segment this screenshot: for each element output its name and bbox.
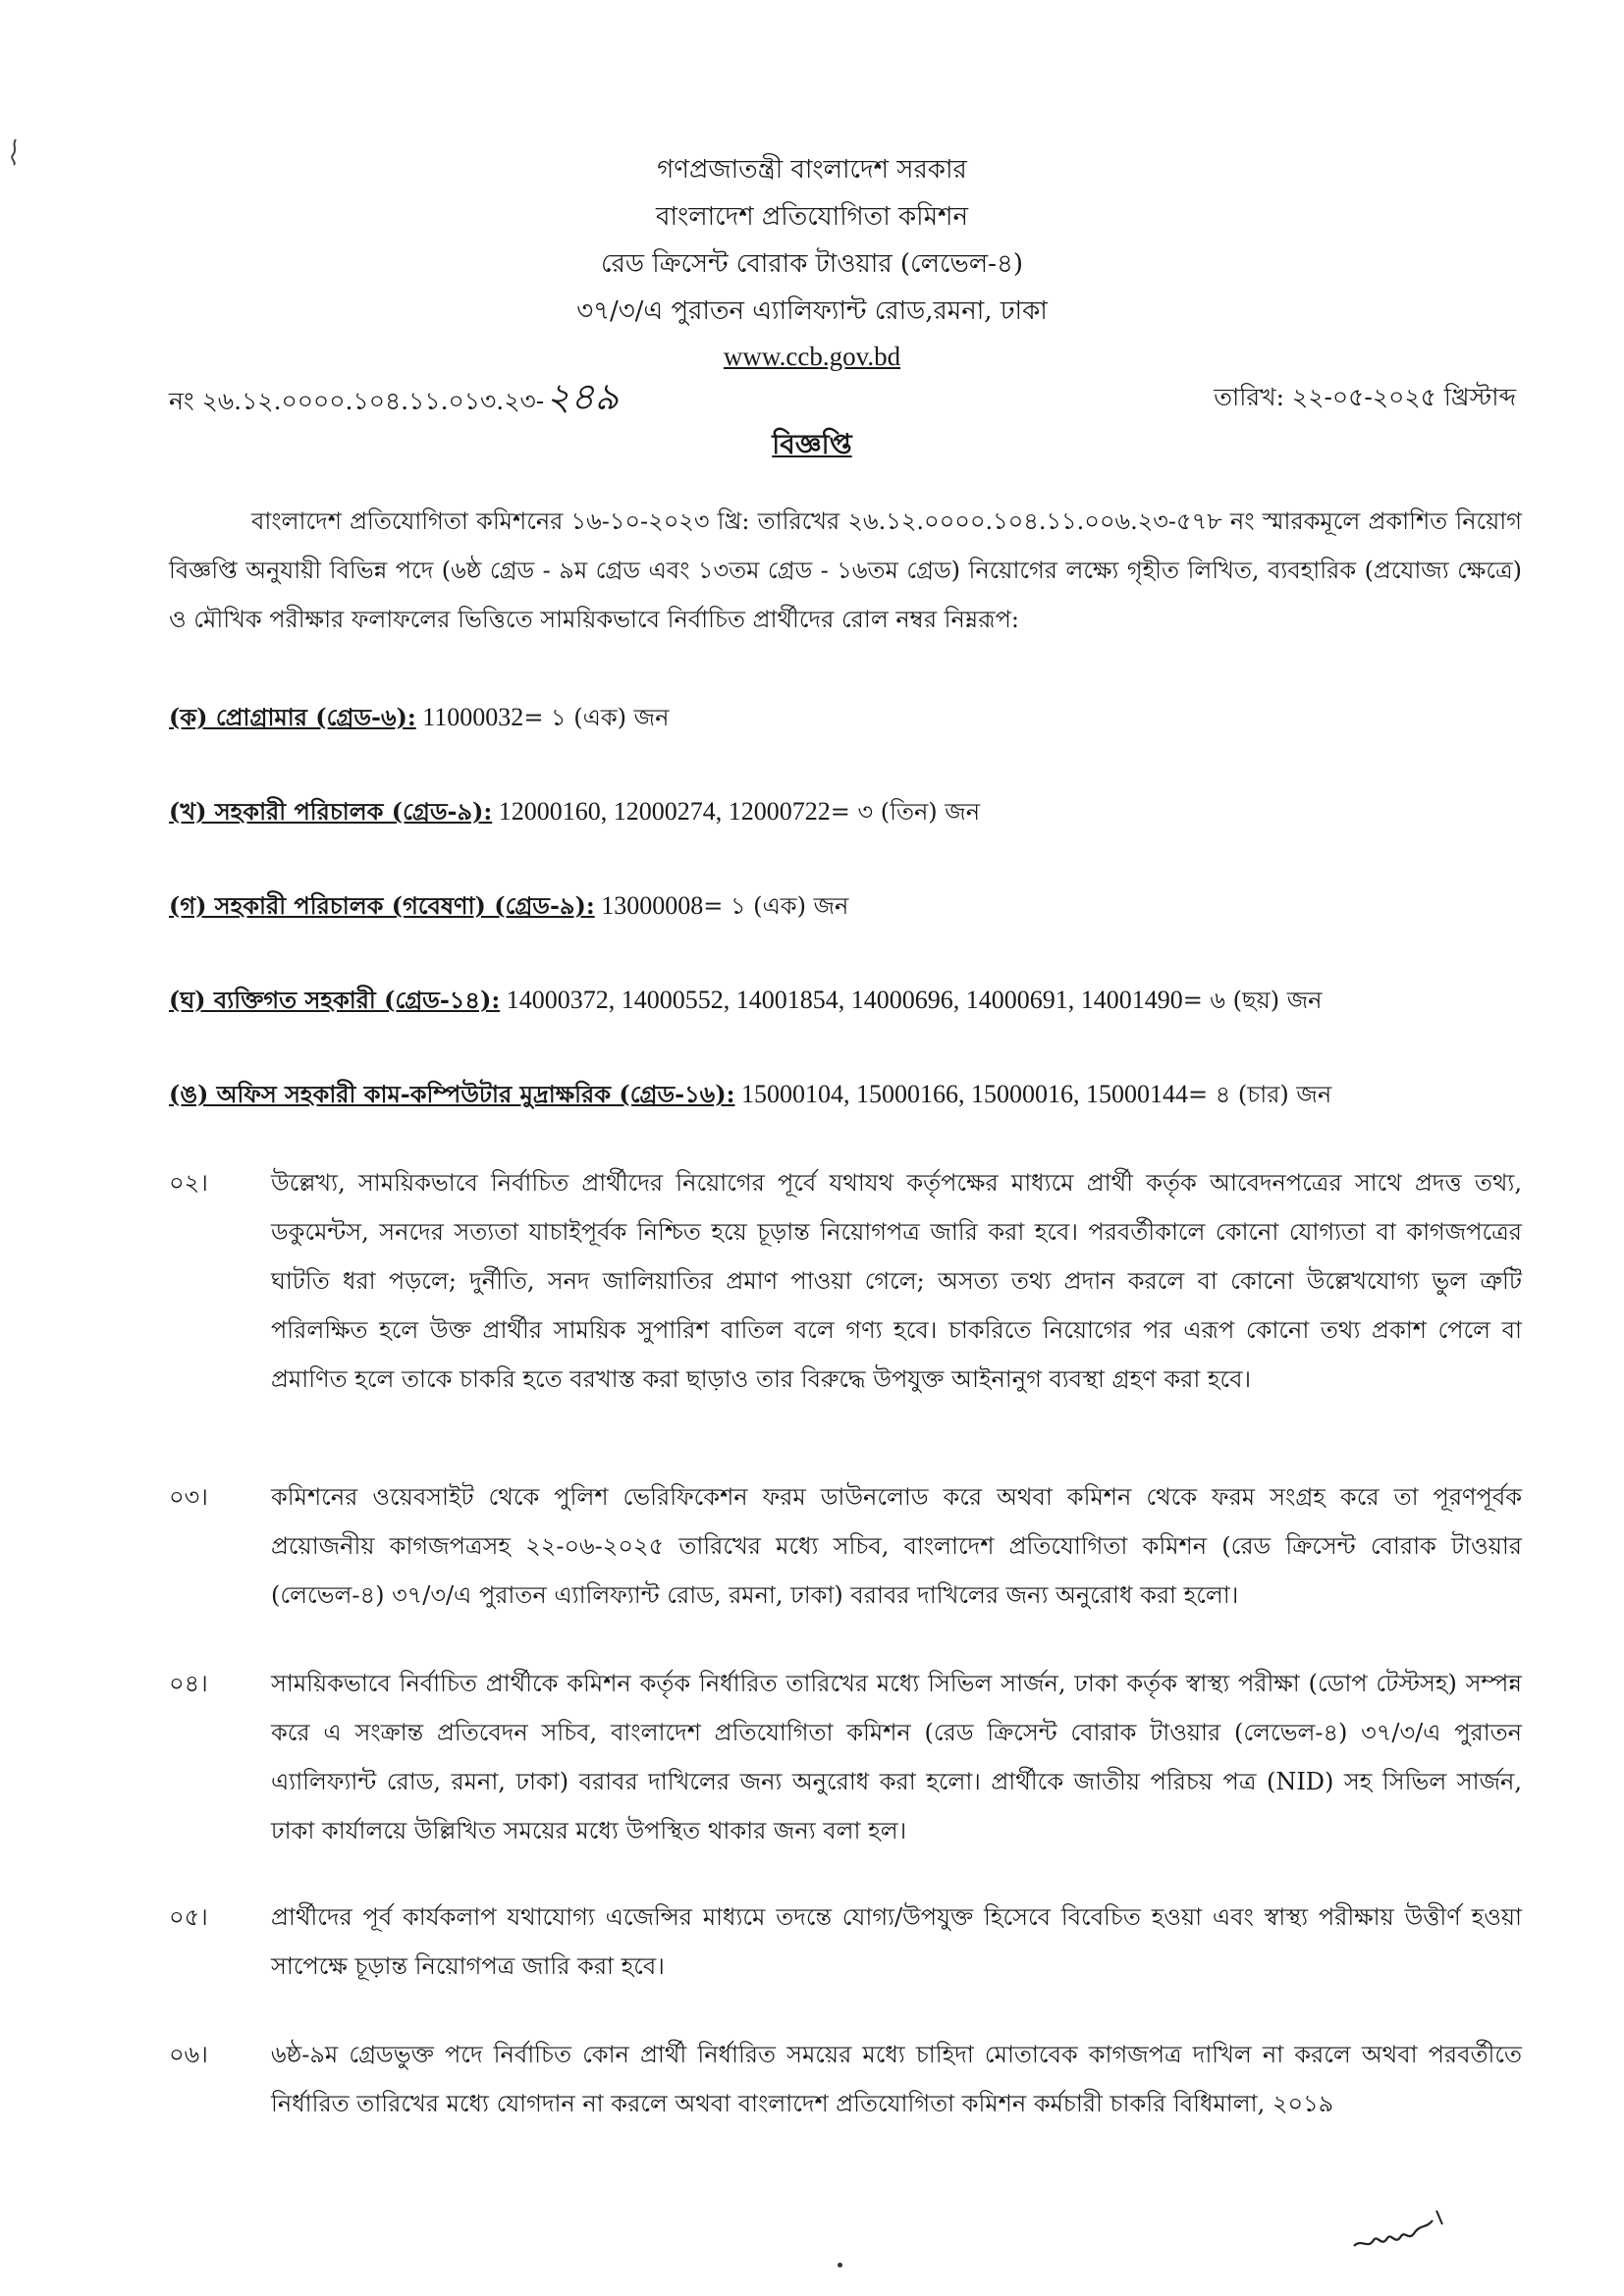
post-count: = ১ (এক) জন: [523, 704, 670, 731]
post-rolls: 14000372, 14000552, 14001854, 14000696, 14000691, 14001490: [500, 986, 1183, 1014]
notice-title: বিজ্ঞপ্তি: [772, 428, 852, 460]
post-label: (ঘ) ব্যক্তিগত সহকারী (গ্রেড-১৪):: [169, 986, 501, 1014]
post-label: (খ) সহকারী পরিচালক (গ্রেড-৯):: [169, 797, 493, 826]
post-count: = ৩ (তিন) জন: [830, 798, 981, 826]
clause-number: ০৬।: [169, 2041, 208, 2068]
post-count: = ৬ (ছয়) জন: [1182, 987, 1323, 1014]
clause-number: ০৪।: [169, 1670, 208, 1697]
initial-signature: [1350, 2199, 1458, 2258]
clause-text: কমিশনের ওয়েবসাইট থেকে পুলিশ ভেরিফিকেশন ফরম ডাউনলোড করে অথবা কমিশন থেকে ফরম সংগ্রহ করে তা পূরণপূর্বক প্রয়োজনীয় কাগজপত্রসহ ২২-০৬-২০২৫ তারিখের মধ্যে সচিব, বাংলাদেশ প্রতিযোগিতা কমিশন (রেড ক্রিসেন্ট বোরাক টাওয়ার (লেভেল-৪) ৩৭/৩/এ পুরাতন এ্যালিফ্যান্ট রোড, রমনা, ঢাকা) বরাবর দাখিলের জন্য অনুরোধ করা হলো।: [271, 1483, 1522, 1609]
post-item: [169, 701, 1543, 734]
clause-text: উল্লেখ্য, সাময়িকভাবে নির্বাচিত প্রার্থীদের নিয়োগের পূর্বে যথাযথ কর্তৃপক্ষের মাধ্যমে প্রার্থী কর্তৃক আবেদনপত্রের সাথে প্রদত্ত তথ্য, ডকুমেন্টস, সনদের সত্যতা যাচাইপূর্বক নিশ্চিত হয়ে চূড়ান্ত নিয়োগপত্র জারি করা হবে। পরবর্তীকালে কোনো যোগ্যতা বা কাগজপত্রের ঘাটতি ধরা পড়লে; দুর্নীতি, সনদ জালিয়াতির প্রমাণ পাওয়া গেলে; অসত্য তথ্য প্রদান করলে বা কোনো উল্লেখযোগ্য ভুল ত্রুটি পরিলক্ষিত হলে উক্ত প্রার্থীর সাময়িক সুপারিশ বাতিল বলে গণ্য হবে। চাকরিতে নিয়োগের পর এরূপ কোনো তথ্য প্রকাশ পেলে বা প্রমাণিত হলে তাকে চাকরি হতে বরখাস্ত করা ছাড়াও তার বিরুদ্ধে উপযুক্ত আইনানুগ ব্যবস্থা গ্রহণ করা হবে।: [271, 1169, 1522, 1393]
post-label: (গ) সহকারী পরিচালক (গবেষণা) (গ্রেড-৯):: [169, 891, 595, 920]
post-label: (ঙ) অফিস সহকারী কাম-কম্পিউটার মুদ্রাক্ষরিক (গ্রেড-১৬):: [169, 1080, 735, 1108]
post-item: [169, 1078, 1543, 1111]
clause-04: [169, 1659, 1522, 1855]
intro-text: বাংলাদেশ প্রতিযোগিতা কমিশনের ১৬-১০-২০২৩ খ্রি: তারিখের ২৬.১২.০০০০.১০৪.১১.০০৬.২৩-৫৭৮ নং স্মারকমূলে প্রকাশিত নিয়োগ বিজ্ঞপ্তি অনুযায়ী বিভিন্ন পদে (৬ষ্ঠ গ্রেড - ৯ম গ্রেড এবং ১৩তম গ্রেড - ১৬তম গ্রেড) নিয়োগের লক্ষ্যে গৃহীত লিখিত, ব্যবহারিক (প্রযোজ্য ক্ষেত্রে) ও মৌখিক পরীক্ষার ফলাফলের ভিত্তিতে সাময়িকভাবে নির্বাচিত প্রার্থীদের রোল নম্বর নিম্নরূপ:: [169, 507, 1522, 633]
memo-date: তারিখ: ২২-০৫-২০২৫ খ্রিস্টাব্দ: [1214, 383, 1516, 411]
clause-text: ৬ষ্ঠ-৯ম গ্রেডভুক্ত পদে নির্বাচিত কোন প্রার্থী নির্ধারিত সময়ের মধ্যে চাহিদা মোতাবেক কাগজপত্র দাখিল না করলে অথবা পরবর্তীতে নির্ধারিত তারিখের মধ্যে যোগদান না করলে অথবা বাংলাদেশ প্রতিযোগিতা কমিশন কর্মচারী চাকরি বিধিমালা, ২০১৯: [271, 2041, 1522, 2117]
clause-05: [169, 1893, 1522, 1991]
post-count: = ৪ (চার) জন: [1187, 1081, 1332, 1108]
post-rolls: 11000032: [415, 703, 524, 731]
clause-text: সাময়িকভাবে নির্বাচিত প্রার্থীকে কমিশন কর্তৃক নির্ধারিত তারিখের মধ্যে সিভিল সার্জন, ঢাকা কর্তৃক স্বাস্থ্য পরীক্ষা (ডোপ টেস্টসহ) সম্পন্ন করে এ সংক্রান্ত প্রতিবেদন সচিব, বাংলাদেশ প্রতিযোগিতা কমিশন (রেড ক্রিসেন্ট বোরাক টাওয়ার (লেভেল-৪) ৩৭/৩/এ পুরাতন এ্যালিফ্যান্ট রোড, রমনা, ঢাকা) বরাবর দাখিলের জন্য অনুরোধ করা হলো। প্রার্থীকে জাতীয় পরিচয় পত্র (NID) সহ সিভিল সার্জন, ঢাকা কার্যালয়ে উল্লিখিত সময়ের মধ্যে উপস্থিত থাকার জন্য বলা হল।: [271, 1670, 1522, 1844]
clause-02: [169, 1158, 1522, 1404]
post-label: (ক) প্রোগ্রামার (গ্রেড-৬):: [169, 703, 416, 731]
header-website-link[interactable]: www.ccb.gov.bd: [723, 342, 901, 371]
header-commission: বাংলাদেশ প্রতিযোগিতা কমিশন: [656, 202, 968, 232]
memo-number: [169, 377, 619, 421]
header-website-row: [0, 340, 1624, 374]
memo-number-text: নং ২৬.১২.০০০০.১০৪.১১.০১৩.২৩-: [169, 387, 545, 415]
clause-03: [169, 1472, 1522, 1620]
post-item: [169, 795, 1543, 828]
clause-number: ০৩।: [169, 1483, 208, 1511]
clause-number: ০৫।: [169, 1903, 208, 1931]
memo-handwritten-suffix: ২৪৯: [546, 375, 620, 418]
post-rolls: 12000160, 12000274, 12000722: [492, 797, 831, 826]
post-rolls: 15000104, 15000166, 15000016, 15000144: [734, 1080, 1188, 1108]
header-address: ৩৭/৩/এ পুরাতন এ্যালিফ্যান্ট রোড,রমনা, ঢাকা: [576, 296, 1048, 326]
intro-paragraph: [169, 497, 1522, 644]
post-item: [169, 984, 1543, 1017]
header-government: গণপ্রজাতন্ত্রী বাংলাদেশ সরকার: [657, 155, 967, 185]
header-building: রেড ক্রিসেন্ট বোরাক টাওয়ার (লেভেল-৪): [601, 249, 1023, 279]
clause-text: প্রার্থীদের পূর্ব কার্যকলাপ যথাযোগ্য এজেন্সির মাধ্যমে তদন্তে যোগ্য/উপযুক্ত হিসেবে বিবেচিত হওয়া এবং স্বাস্থ্য পরীক্ষায় উত্তীর্ণ হওয়া সাপেক্ষে চূড়ান্ত নিয়োগপত্র জারি করা হবে।: [271, 1903, 1522, 1980]
post-rolls: 13000008: [594, 891, 704, 920]
post-count: = ১ (এক) জন: [703, 892, 849, 920]
scan-speck: [838, 2263, 842, 2268]
clause-06: [169, 2030, 1522, 2128]
notice-title-row: [0, 426, 1624, 463]
clause-number: ০২।: [169, 1169, 208, 1197]
post-item: [169, 889, 1543, 923]
